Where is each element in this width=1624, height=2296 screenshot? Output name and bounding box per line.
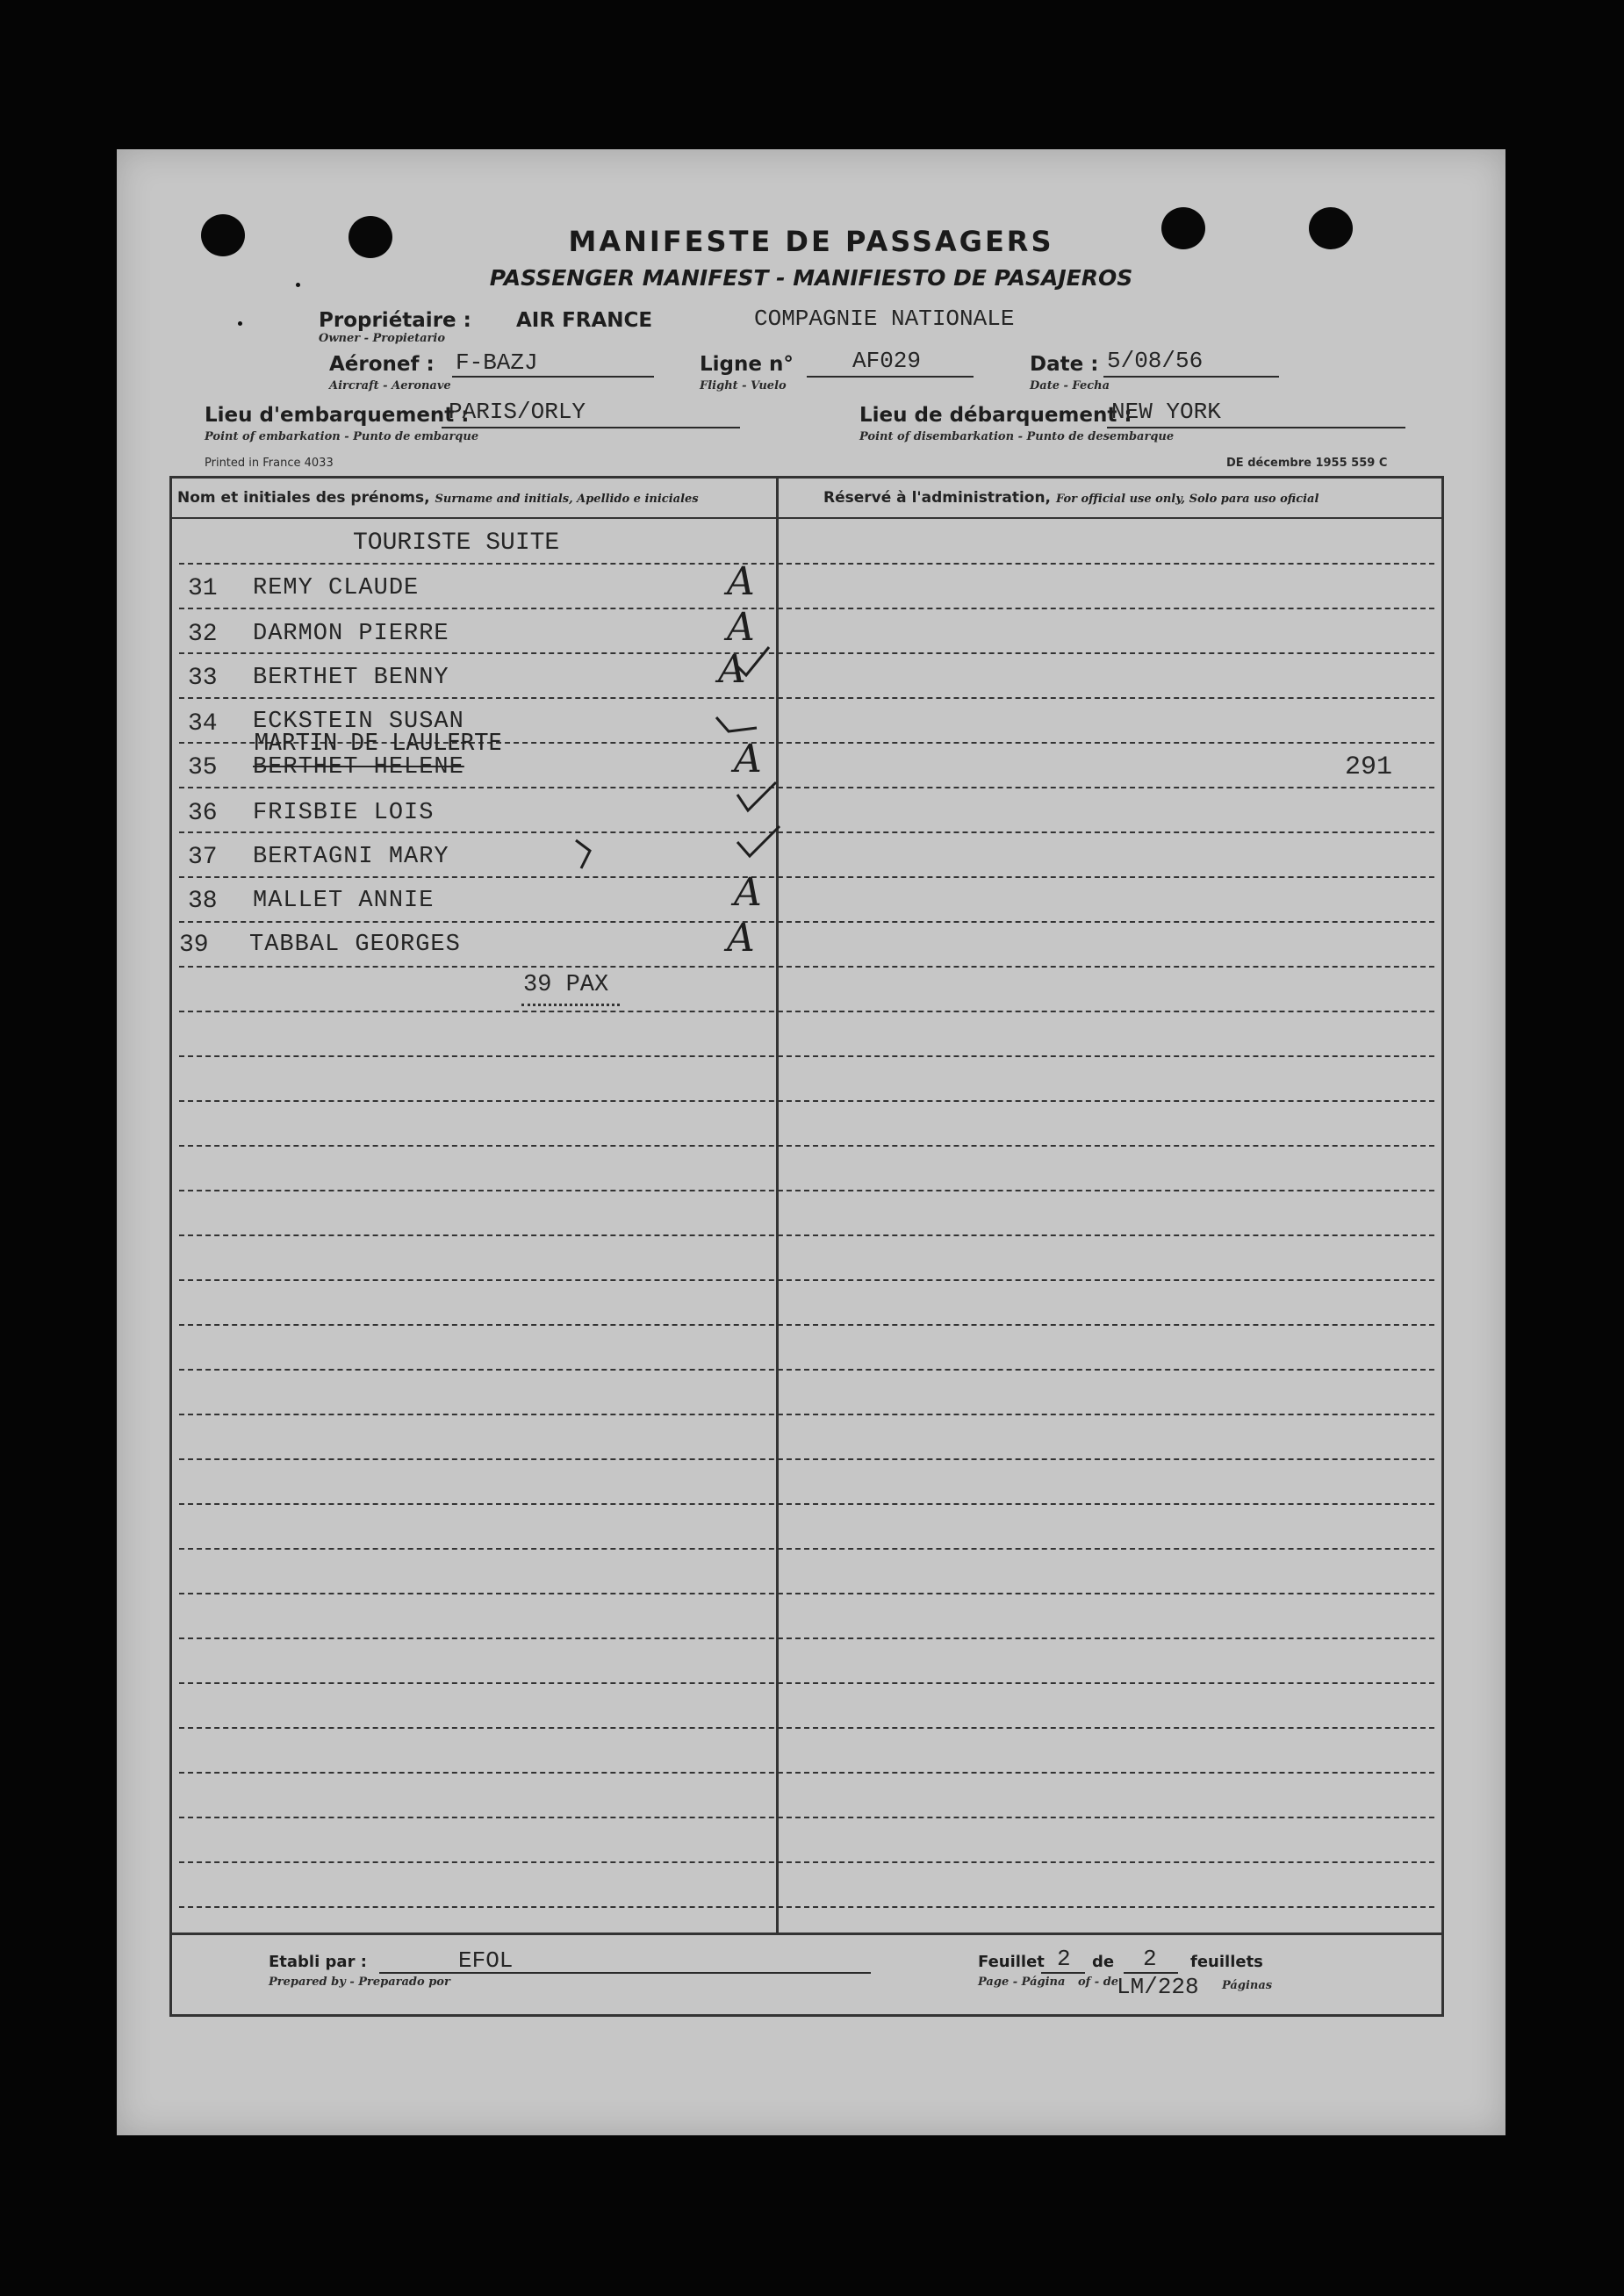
passenger-name: DARMON PIERRE xyxy=(253,621,449,647)
ruled-line xyxy=(179,1369,1434,1371)
ruled-line xyxy=(179,1458,1434,1460)
ruled-line xyxy=(179,1861,1434,1863)
ruled-line xyxy=(179,652,1434,654)
handwritten-mark: A xyxy=(734,737,762,781)
prepared-underline xyxy=(379,1972,871,1974)
ruled-line xyxy=(179,608,1434,609)
page-underline xyxy=(1041,1972,1085,1974)
date-label: Date : xyxy=(1030,353,1099,376)
of-label: de xyxy=(1092,1953,1115,1971)
names-column-header: Nom et initiales des prénoms, Surname and initials, Apellido e iniciales xyxy=(177,489,699,507)
aircraft-label: Aéronef : xyxy=(329,353,435,376)
row-number: 34 xyxy=(188,710,218,738)
ruled-line xyxy=(179,966,1434,968)
disembark-label: Lieu de débarquement : xyxy=(859,404,1132,427)
row-number: 31 xyxy=(188,575,218,602)
prepared-sublabel: Prepared by - Preparado por xyxy=(269,1976,450,1989)
aircraft-underline xyxy=(452,376,654,378)
embark-sublabel: Point of embarkation - Punto de embarque xyxy=(205,430,479,443)
sheets-sublabel: Páginas xyxy=(1222,1979,1273,1992)
owner-value: AIR FRANCE xyxy=(516,309,653,332)
flight-sublabel: Flight - Vuelo xyxy=(700,379,787,392)
embark-label: Lieu d'embarquement : xyxy=(205,404,470,427)
checkmark-icon xyxy=(734,821,787,860)
total-underline xyxy=(521,1004,620,1006)
speck xyxy=(238,321,242,326)
date-underline xyxy=(1103,376,1279,378)
owner-label: Propriétaire : xyxy=(319,309,471,332)
ruled-line xyxy=(179,563,1434,565)
embark-value: PARIS/ORLY xyxy=(449,399,586,425)
handwritten-mark: A xyxy=(727,916,755,961)
manifest-sheet xyxy=(117,149,1505,2135)
ruled-line xyxy=(179,1145,1434,1147)
date-value: 5/08/56 xyxy=(1107,348,1204,374)
embark-underline xyxy=(442,427,740,428)
aircraft-value: F-BAZJ xyxy=(456,349,538,376)
title-english-spanish: PASSENGER MANIFEST - MANIFIESTO DE PASAJEROS xyxy=(489,265,1133,291)
ruled-line xyxy=(179,1011,1434,1012)
handwritten-mark: A xyxy=(727,605,755,650)
ruled-line xyxy=(179,1414,1434,1415)
row-number: 37 xyxy=(188,844,218,871)
passenger-name-struck: BERTHET HELENE xyxy=(253,754,464,781)
table-footer xyxy=(172,1933,1441,2014)
passenger-name: REMY CLAUDE xyxy=(253,575,420,601)
owner-sublabel: Owner - Propietario xyxy=(319,332,446,345)
page-label: Feuillet xyxy=(978,1953,1045,1971)
ruled-line xyxy=(179,1324,1434,1326)
ruled-line xyxy=(179,1906,1434,1908)
admin-column-header: Réservé à l'administration, For official use only, Solo para uso oficial xyxy=(823,489,1319,507)
ruled-line xyxy=(179,1190,1434,1191)
date-sublabel: Date - Fecha xyxy=(1030,379,1110,392)
name-correction: MARTIN DE LAULERTE xyxy=(255,730,502,756)
ruled-line xyxy=(179,1817,1434,1818)
flight-value: AF029 xyxy=(852,348,922,374)
of-value: 2 xyxy=(1143,1946,1157,1972)
prepared-value: EFOL xyxy=(458,1947,514,1974)
flight-underline xyxy=(807,376,974,378)
ruled-line xyxy=(179,1682,1434,1684)
ruled-line xyxy=(179,1279,1434,1281)
row-number: 38 xyxy=(188,888,218,915)
ruled-line xyxy=(179,1637,1434,1639)
ruled-line xyxy=(179,1548,1434,1550)
section-title: TOURISTE SUITE xyxy=(353,529,560,557)
prepared-label: Etabli par : xyxy=(269,1953,367,1971)
reference-value: LM/228 xyxy=(1117,1974,1199,2000)
form-code: DE décembre 1955 559 C xyxy=(1226,457,1388,470)
checkmark-icon xyxy=(713,698,765,737)
admin-value: 291 xyxy=(1345,752,1393,782)
checkmark-icon xyxy=(734,777,787,816)
ruled-line xyxy=(179,921,1434,923)
passenger-total: 39 PAX xyxy=(523,972,609,998)
ruled-line xyxy=(179,787,1434,788)
owner-company: COMPAGNIE NATIONALE xyxy=(754,306,1015,332)
manifest-table xyxy=(169,476,1444,2017)
handwritten-mark: A xyxy=(734,870,762,915)
passenger-name: FRISBIE LOIS xyxy=(253,800,435,826)
handwritten-mark: A xyxy=(718,647,746,692)
row-number: 33 xyxy=(188,665,218,692)
ruled-line xyxy=(179,831,1434,833)
passenger-name: MALLET ANNIE xyxy=(253,888,435,914)
ruled-line xyxy=(179,1772,1434,1774)
passenger-name: TABBAL GEORGES xyxy=(249,932,461,958)
page-value: 2 xyxy=(1057,1946,1071,1972)
row-number: 36 xyxy=(188,800,218,827)
table-header xyxy=(172,479,1441,519)
checkmark-icon xyxy=(720,642,772,680)
handwritten-mark: A xyxy=(727,559,755,604)
ruled-line xyxy=(179,1727,1434,1729)
row-number: 32 xyxy=(188,621,218,648)
printed-in: Printed in France 4033 xyxy=(205,457,334,470)
ruled-line xyxy=(179,1593,1434,1594)
row-number: 35 xyxy=(188,754,218,781)
ruled-line xyxy=(179,1055,1434,1057)
passenger-name: BERTAGNI MARY xyxy=(253,844,449,870)
of-sublabel: of - de xyxy=(1078,1976,1119,1989)
flight-label: Ligne n° xyxy=(700,353,794,376)
passenger-name: BERTHET BENNY xyxy=(253,665,449,691)
page-sublabel: Page - Página xyxy=(978,1976,1066,1989)
ruled-line xyxy=(179,876,1434,878)
passenger-name: ECKSTEIN SUSAN xyxy=(253,709,464,735)
ruled-line xyxy=(179,1234,1434,1236)
ruled-line xyxy=(179,1503,1434,1505)
disembark-sublabel: Point of disembarkation - Punto de desembarque xyxy=(859,430,1175,443)
disembark-underline xyxy=(1107,427,1405,428)
checkmark-icon xyxy=(572,831,625,870)
sheets-label: feuillets xyxy=(1190,1953,1263,1971)
row-number: 39 xyxy=(179,932,209,959)
ruled-line xyxy=(179,697,1434,699)
title-french: MANIFESTE DE PASSAGERS xyxy=(568,225,1054,258)
ruled-line xyxy=(179,1100,1434,1102)
aircraft-sublabel: Aircraft - Aeronave xyxy=(329,379,451,392)
disembark-value: NEW YORK xyxy=(1111,399,1221,425)
